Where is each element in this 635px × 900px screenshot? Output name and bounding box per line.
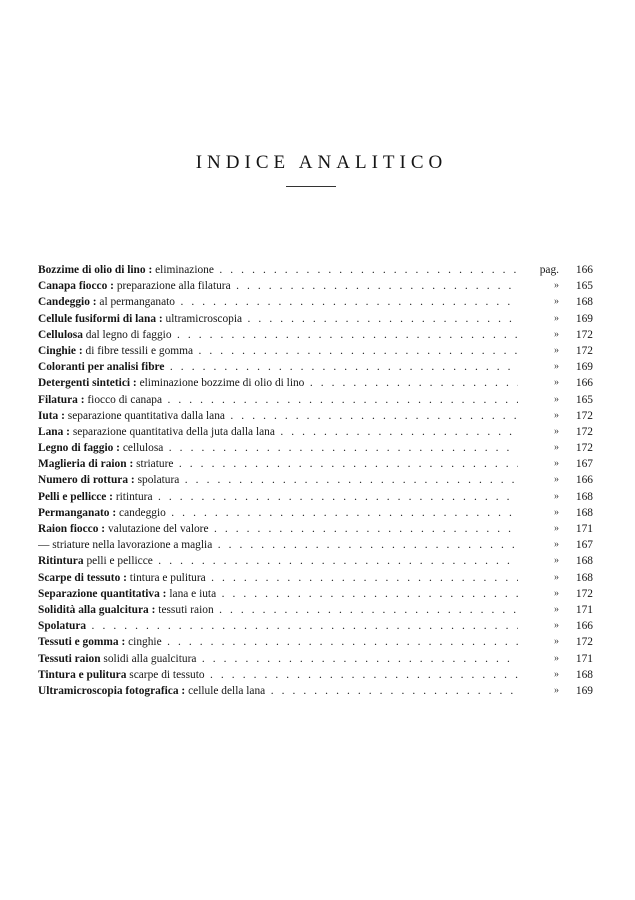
entry-subtext: ultramicroscopia [165, 312, 243, 325]
entry-subtext: eliminazione bozzime di olio di lino [139, 377, 305, 390]
entry-separator: : [128, 474, 135, 487]
index-entry [38, 262, 593, 278]
index-entry [38, 375, 593, 391]
entry-heading: Cinghie [38, 344, 76, 357]
entry-text [38, 651, 518, 667]
entry-subtext: spolatura [137, 474, 180, 487]
entry-text [38, 537, 518, 553]
entry-heading: Cellule fusiformi di lana [38, 312, 157, 325]
entry-text [38, 392, 518, 408]
index-entry [38, 456, 593, 472]
page-number: 169 [575, 684, 593, 697]
entry-text [38, 570, 518, 586]
page-number: 166 [575, 474, 593, 487]
page-number: 168 [575, 490, 593, 503]
page-number: 172 [575, 587, 593, 600]
ditto-mark: » [554, 361, 559, 373]
index-entry [38, 602, 593, 618]
entry-text [38, 586, 518, 602]
entry-subtext: striature [136, 458, 174, 471]
entry-heading: Coloranti per analisi fibre [38, 361, 165, 374]
page-number: 166 [575, 377, 593, 390]
entry-separator: : [113, 442, 120, 455]
entry-subtext: — striature nella lavorazione a maglia [38, 539, 213, 552]
entry-heading: Tessuti e gomma [38, 636, 119, 649]
entry-separator: : [130, 377, 137, 390]
entry-separator: : [107, 280, 114, 293]
entry-heading: Legno di faggio [38, 442, 114, 455]
ditto-mark: » [554, 668, 559, 680]
entry-subtext: tessuti raion [158, 603, 214, 616]
ditto-mark: » [554, 280, 559, 292]
entry-subtext: cellule della lana [188, 684, 266, 697]
index-entry [38, 553, 593, 569]
entry-text [38, 683, 518, 699]
page-number: 166 [575, 264, 593, 276]
entry-separator: : [159, 587, 167, 600]
entry-separator: : [77, 393, 85, 406]
index-entry [38, 359, 593, 375]
entry-text [38, 634, 518, 650]
index-entry [38, 440, 593, 456]
page-abbrev: pag. [539, 264, 559, 276]
entry-subtext: cellulosa [122, 442, 164, 455]
entry-separator: : [75, 344, 83, 357]
entry-separator: : [126, 458, 134, 471]
ditto-mark: » [554, 684, 559, 696]
entry-text [38, 505, 518, 521]
entry-heading: Separazione quantitativa [38, 587, 160, 600]
entry-subtext: separazione quantitativa dalla lana [67, 409, 225, 422]
page-number: 172 [575, 425, 593, 438]
entry-separator: : [109, 506, 117, 519]
entry-text [38, 327, 518, 343]
entry-subtext: dal legno di faggio [85, 328, 172, 341]
entry-subtext: eliminazione [155, 264, 214, 276]
ditto-mark: » [554, 523, 559, 534]
entry-text [38, 294, 518, 310]
ditto-mark: » [554, 312, 559, 324]
entry-text [38, 521, 518, 537]
ditto-mark: » [554, 409, 559, 421]
index-entry [38, 489, 593, 505]
ditto-mark: » [554, 425, 559, 437]
entry-heading: Tintura e pulitura [38, 668, 127, 681]
page-number: 171 [575, 652, 593, 665]
entry-text [38, 359, 518, 375]
entry-text [38, 667, 518, 683]
ditto-mark: » [554, 393, 559, 405]
entry-subtext: ritintura [115, 490, 153, 503]
ditto-mark: » [554, 328, 559, 340]
entry-subtext: al permanganato [99, 296, 176, 309]
page-number: 166 [575, 620, 593, 633]
entry-heading: Iuta [38, 409, 59, 422]
entry-separator: : [118, 636, 126, 649]
entry-subtext: pelli e pellicce [86, 555, 153, 568]
entry-text [38, 343, 518, 359]
entry-subtext: scarpe di tessuto [129, 668, 205, 681]
page-number: 165 [575, 280, 593, 293]
page-number: 171 [575, 523, 593, 535]
entry-heading: Maglieria di raion [38, 458, 127, 471]
index-entry [38, 392, 593, 408]
ditto-mark: » [554, 652, 559, 664]
entry-heading: Numero di rottura [38, 474, 129, 487]
entry-heading: Detergenti sintetici [38, 377, 131, 390]
ditto-mark: » [554, 603, 559, 615]
page-number: 169 [575, 312, 593, 325]
entry-heading: Scarpe di tessuto [38, 571, 121, 584]
entry-separator: : [148, 603, 156, 616]
page-number: 172 [575, 442, 593, 455]
index-entry [38, 408, 593, 424]
ditto-mark: » [554, 344, 559, 356]
entry-subtext: preparazione alla filatura [116, 280, 231, 293]
index-entry [38, 537, 593, 553]
page-number: 171 [575, 603, 593, 616]
index-entry [38, 294, 593, 310]
page-number: 168 [575, 668, 593, 681]
entry-heading: Raion fiocco [38, 523, 99, 535]
ditto-mark: » [554, 539, 559, 551]
entry-text [38, 262, 518, 278]
entry-text [38, 375, 518, 391]
entry-separator: : [98, 523, 106, 535]
index-entry [38, 505, 593, 521]
page-number: 172 [575, 409, 593, 422]
index-entry [38, 472, 593, 488]
ditto-mark: » [554, 458, 559, 470]
entry-text [38, 278, 518, 294]
page-title: INDICE ANALITICO [195, 152, 448, 173]
entry-text [38, 424, 518, 440]
entry-text [38, 440, 518, 456]
index-entry [38, 424, 593, 440]
entry-text [38, 311, 518, 327]
index-entry [38, 311, 593, 327]
entry-subtext: solidi alla gualcitura [103, 652, 197, 665]
page-number: 168 [575, 296, 593, 309]
ditto-mark: » [554, 377, 559, 389]
ditto-mark: » [554, 587, 559, 599]
entry-subtext: candeggio [119, 506, 166, 519]
entry-heading: Candeggio [38, 296, 90, 309]
entry-text [38, 553, 518, 569]
entry-subtext: valutazione del valore [107, 523, 209, 535]
entry-separator: : [120, 571, 127, 584]
page-number: 168 [575, 571, 593, 584]
entry-subtext: cinghie [128, 636, 162, 649]
index-entry [38, 278, 593, 294]
entry-heading: Ritintura [38, 555, 84, 568]
entry-separator: : [63, 425, 70, 438]
entry-heading: Ultramicroscopia fotografica [38, 684, 179, 697]
ditto-mark: » [554, 474, 559, 486]
page-number: 169 [575, 361, 593, 374]
entry-separator: : [178, 684, 186, 697]
entry-heading: Permanganato [38, 506, 110, 519]
index-entry [38, 327, 593, 343]
index-entry [38, 634, 593, 650]
entry-heading: Spolatura [38, 620, 87, 633]
ditto-mark: » [554, 490, 559, 502]
entry-heading: Tessuti raion [38, 652, 101, 665]
entry-heading: Filatura [38, 393, 78, 406]
entry-heading: Canapa fiocco [38, 280, 108, 293]
entry-heading: Lana [38, 425, 64, 438]
index-entry [38, 618, 593, 634]
page-number: 167 [575, 539, 593, 552]
entry-heading: Bozzime di olio di lino [38, 264, 146, 276]
page-number: 172 [575, 636, 593, 649]
page-number: 168 [575, 555, 593, 568]
index-entry [38, 570, 593, 586]
entry-separator: : [58, 409, 65, 422]
entry-separator: : [156, 312, 163, 325]
entry-text [38, 408, 518, 424]
entry-heading: Pelli e pellicce [38, 490, 107, 503]
page-number: 165 [575, 393, 593, 406]
entry-text [38, 456, 518, 472]
page-number: 172 [575, 344, 593, 357]
entry-text [38, 489, 518, 505]
entry-subtext: lana e iuta [169, 587, 217, 600]
index-entry [38, 343, 593, 359]
index-entry [38, 651, 593, 667]
ditto-mark: » [554, 442, 559, 454]
entry-subtext: fiocco di canapa [87, 393, 163, 406]
title-rule [286, 186, 336, 187]
entry-subtext: tintura e pulitura [129, 571, 206, 584]
entry-heading: Solidità alla gualcitura [38, 603, 149, 616]
page-number: 172 [575, 328, 593, 341]
index-entry [38, 586, 593, 602]
ditto-mark: » [554, 620, 559, 632]
entry-text [38, 602, 518, 618]
index-entry [38, 667, 593, 683]
entry-subtext: di fibre tessili e gomma [85, 344, 194, 357]
ditto-mark: » [554, 555, 559, 567]
index-entry [38, 683, 593, 699]
index-list [38, 262, 593, 699]
ditto-mark: » [554, 506, 559, 518]
ditto-mark: » [554, 571, 559, 583]
entry-subtext: separazione quantitativa della juta dalla lana [72, 425, 275, 438]
ditto-mark: » [554, 296, 559, 308]
entry-separator: : [89, 296, 97, 309]
entry-text [38, 472, 518, 488]
page-number: 167 [575, 458, 593, 471]
entry-heading: Cellulosa [38, 328, 83, 341]
entry-separator: : [106, 490, 113, 503]
entry-separator: : [145, 264, 153, 276]
index-entry [38, 521, 593, 537]
ditto-mark: » [554, 636, 559, 648]
entry-text [38, 618, 518, 634]
page-number: 168 [575, 506, 593, 519]
